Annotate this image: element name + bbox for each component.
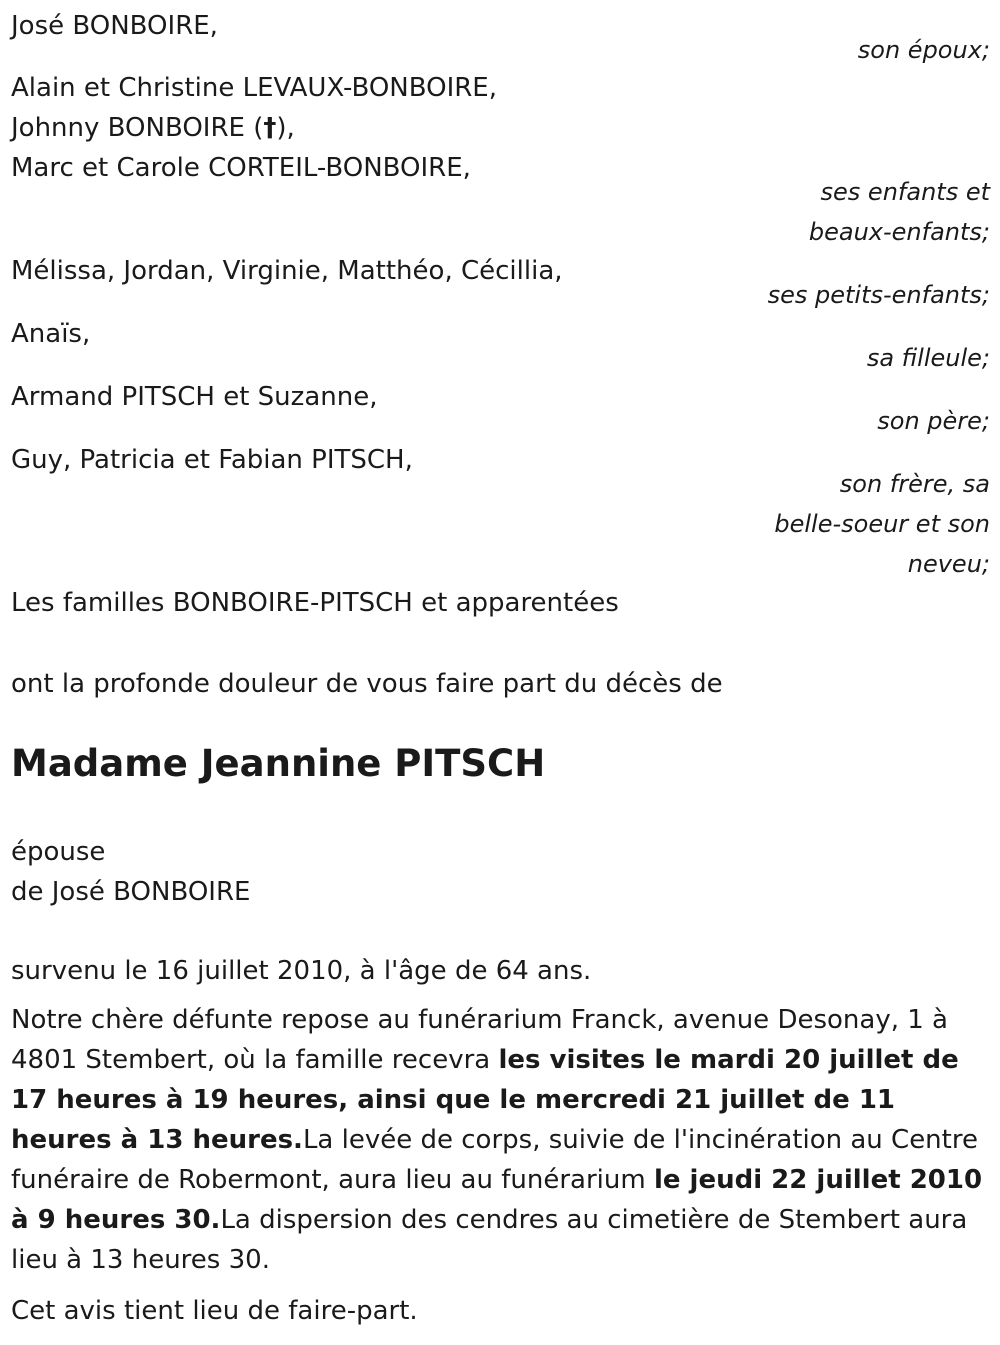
role-line: son époux; bbox=[857, 36, 990, 64]
role-children bbox=[809, 172, 990, 252]
spouse-line: de José BONBOIRE bbox=[11, 877, 251, 907]
name-line: Guy, Patricia et Fabian PITSCH, bbox=[11, 445, 413, 475]
names-spouse bbox=[11, 6, 218, 46]
cross-icon: † bbox=[263, 113, 277, 143]
name-line: Armand PITSCH et Suzanne, bbox=[11, 382, 378, 412]
closing-line: Cet avis tient lieu de faire-part. bbox=[11, 1296, 418, 1326]
name-line: Mélissa, Jordan, Virginie, Matthéo, Cécillia, bbox=[11, 256, 563, 286]
date-line: survenu le 16 juillet 2010, à l'âge de 64 ans. bbox=[11, 956, 592, 986]
role-grandchildren bbox=[768, 275, 990, 315]
details-text: La dispersion des cendres au cimetière de Stembert aura lieu à 13 heures 30. bbox=[11, 1205, 968, 1275]
name-text-suffix: ), bbox=[276, 113, 295, 143]
role-goddaughter bbox=[867, 338, 990, 378]
spouse-line: épouse bbox=[11, 837, 106, 867]
deceased-name: Madame Jeannine PITSCH bbox=[11, 742, 546, 785]
name-line: José BONBOIRE, bbox=[11, 11, 218, 41]
details-paragraph bbox=[11, 1000, 989, 1280]
role-line: son frère, sa bbox=[839, 470, 990, 498]
visits-schedule: les visites le mardi 20 juillet de 17 heures à 19 heures, ainsi que le mercredi 21 juillet de 11 heures à 13 heures. bbox=[11, 1045, 959, 1155]
role-line: son père; bbox=[877, 407, 990, 435]
role-line: ses enfants et bbox=[820, 178, 990, 206]
role-brother bbox=[774, 464, 990, 584]
role-line: belle-soeur et son bbox=[774, 510, 990, 538]
name-line-with-cross bbox=[11, 108, 497, 148]
ceremony-date: le jeudi 22 juillet 2010 à 9 heures 30. bbox=[11, 1165, 983, 1235]
name-line: Alain et Christine LEVAUX-BONBOIRE, bbox=[11, 73, 498, 103]
names-grandchildren bbox=[11, 251, 563, 291]
details-text: La levée de corps, suivie de l'incinération au Centre funéraire de Robermont, aura lieu au funérarium bbox=[11, 1125, 978, 1195]
name-text: Johnny BONBOIRE ( bbox=[11, 113, 264, 143]
role-line: neveu; bbox=[907, 550, 990, 578]
details-text: Notre chère défunte repose au funérarium Franck, avenue Desonay, 1 à 4801 Stembert, où la famille recevra bbox=[11, 1005, 948, 1075]
role-spouse bbox=[858, 30, 990, 70]
name-line: Anaïs, bbox=[11, 319, 91, 349]
names-father bbox=[11, 377, 377, 417]
spouse-of bbox=[11, 832, 250, 912]
announcement-line: ont la profonde douleur de vous faire part du décès de bbox=[11, 669, 723, 699]
families-line: Les familles BONBOIRE-PITSCH et apparentées bbox=[11, 588, 619, 618]
names-goddaughter bbox=[11, 314, 90, 354]
role-father bbox=[877, 401, 990, 441]
role-line: beaux-enfants; bbox=[808, 218, 990, 246]
name-line: Marc et Carole CORTEIL-BONBOIRE, bbox=[11, 153, 471, 183]
names-brother bbox=[11, 440, 413, 480]
names-children bbox=[11, 68, 497, 188]
role-line: ses petits-enfants; bbox=[767, 281, 990, 309]
role-line: sa filleule; bbox=[866, 344, 990, 372]
